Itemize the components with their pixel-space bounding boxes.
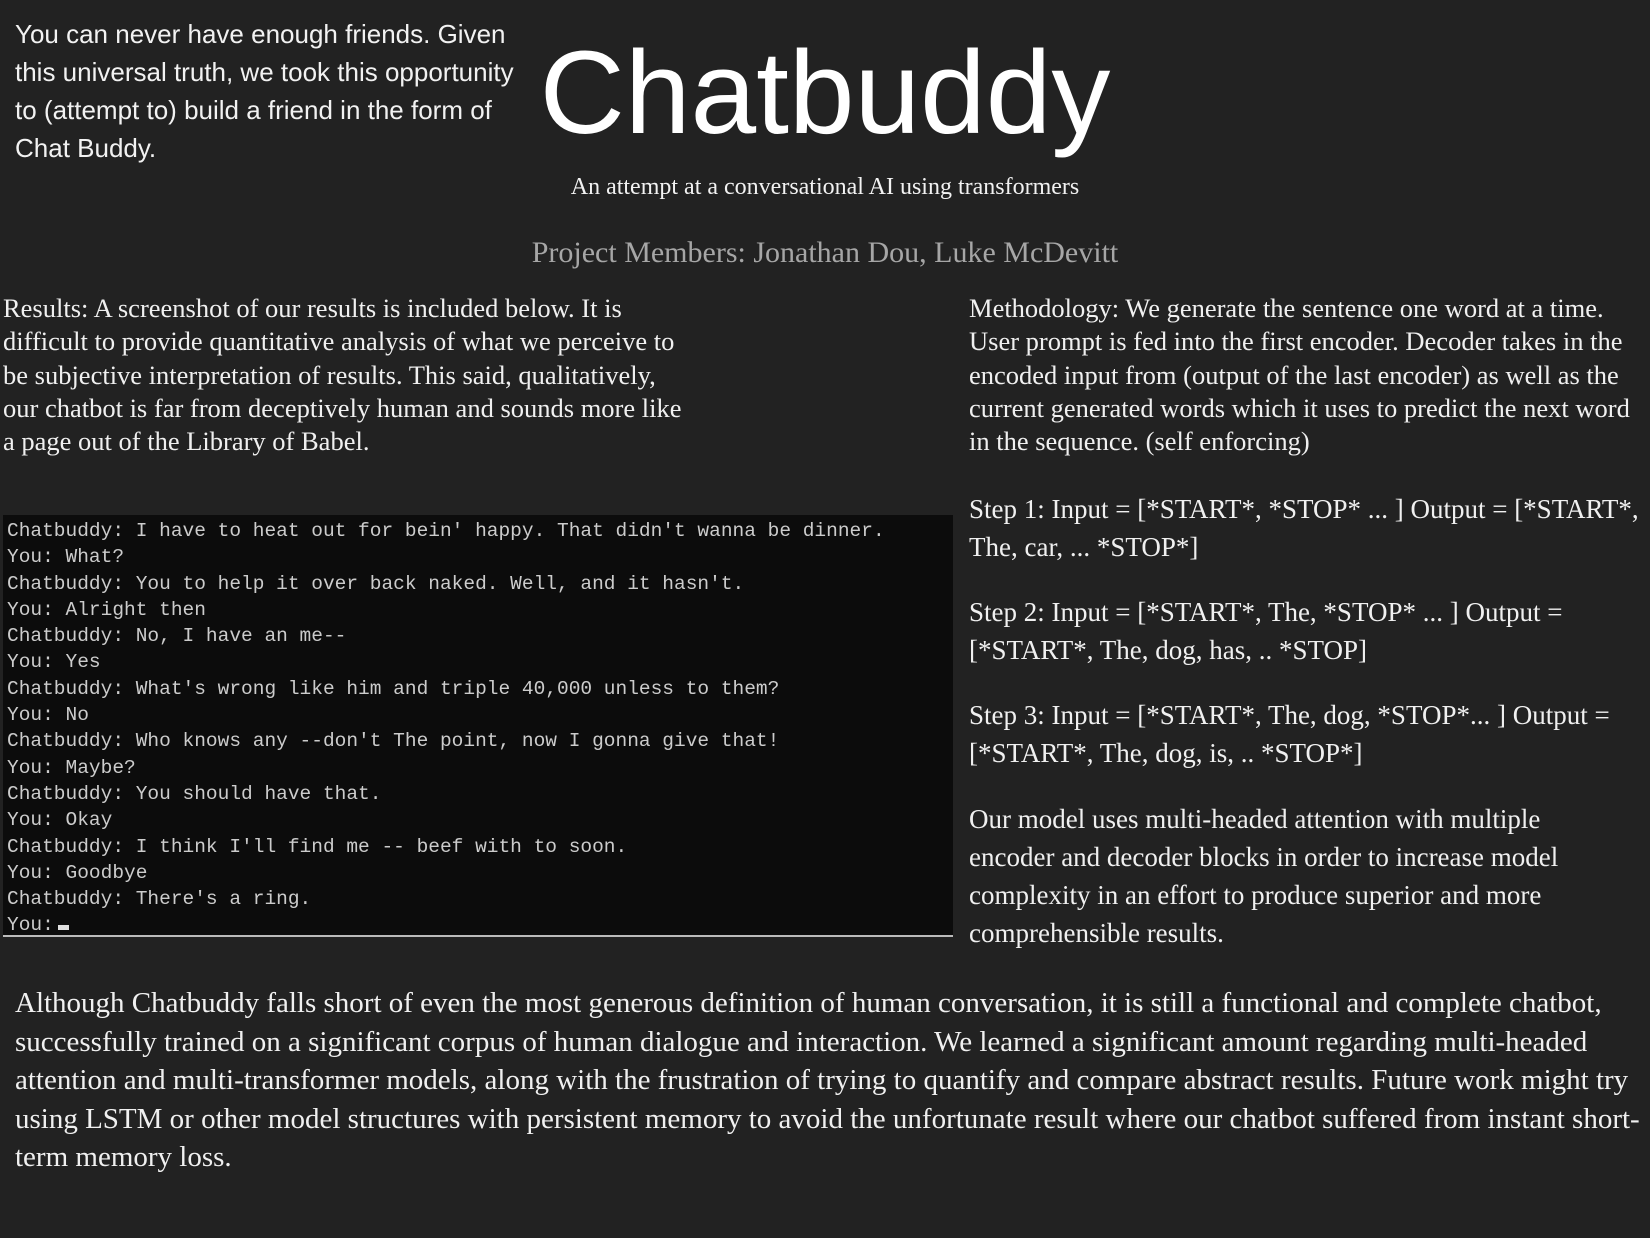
methodology-text: Methodology: We generate the sentence one word at a time. User prompt is fed into the first encoder. Decoder takes in the encoded input from (output of the last encoder) as well as the current generated words which it uses to predict the next word in the sequence. (self enforcing) <box>969 293 1630 457</box>
terminal-prompt-line <box>7 912 953 938</box>
terminal-screenshot <box>3 515 953 937</box>
terminal-prompt: You: <box>7 914 54 937</box>
terminal-line: You: Alright then <box>7 598 206 621</box>
terminal-line: You: Yes <box>7 651 101 674</box>
cursor-icon <box>58 925 69 930</box>
terminal-line: Chatbuddy: No, I have an me-- <box>7 625 347 648</box>
terminal-line: Chatbuddy: I think I'll find me -- beef with to soon. <box>7 835 628 858</box>
terminal-line: Chatbuddy: There's a ring. <box>7 888 312 911</box>
subtitle: An attempt at a conversational AI using transformers <box>570 174 1080 200</box>
terminal-line: You: Maybe? <box>7 756 136 779</box>
terminal-line: Chatbuddy: I have to heat out for bein' happy. That didn't wanna be dinner. <box>7 520 885 542</box>
terminal-line: You: What? <box>7 546 125 569</box>
terminal-line: Chatbuddy: What's wrong like him and triple 40,000 unless to them? <box>7 677 780 700</box>
terminal-line: Chatbuddy: You should have that. <box>7 782 382 805</box>
project-members: Project Members: Jonathan Dou, Luke McDevitt <box>531 236 1119 269</box>
terminal-line: You: No <box>7 704 89 727</box>
terminal-line: You: Okay <box>7 809 113 832</box>
terminal-line: Chatbuddy: You to help it over back naked. Well, and it hasn't. <box>7 572 745 595</box>
intro-text: You can never have enough friends. Given this universal truth, we took this opportunity to (attempt to) build a friend in the form of Chat Buddy. <box>15 19 514 163</box>
step-1: Step 1: Input = [*START*, *STOP* ... ] Output = [*START*, The, car, ... *STOP*] <box>969 494 1639 562</box>
model-description: Our model uses multi-headed attention with multiple encoder and decoder blocks in order to increase model complexity in an effort to produce superior and more comprehensible results. <box>969 804 1559 948</box>
step-2: Step 2: Input = [*START*, The, *STOP* ... ] Output = [*START*, The, dog, has, .. *STOP] <box>969 597 1563 665</box>
terminal-line: You: Goodbye <box>7 861 148 884</box>
terminal-line: Chatbuddy: Who knows any --don't The point, now I gonna give that! <box>7 730 780 753</box>
conclusion-text: Although Chatbuddy falls short of even the most generous definition of human conversation, it is still a functional and complete chatbot, successfully trained on a significant corpus of human dialogue and interaction. We learned a significant amount regarding multi-headed attention and multi-transformer models, along with the frustration of trying to quantify and compare abstract results. Future work might try using LSTM or other model structures with persistent memory to avoid the unfortunate result where our chatbot suffered from instant short-term memory loss. <box>15 987 1640 1174</box>
step-3: Step 3: Input = [*START*, The, dog, *STOP*... ] Output = [*START*, The, dog, is, .. *STOP*] <box>969 700 1610 768</box>
page-title: Chatbuddy <box>539 27 1111 159</box>
results-text: Results: A screenshot of our results is included below. It is difficult to provide quantitative analysis of what we perceive to be subjective interpretation of results. This said, qualitatively, our chatbot is far from deceptively human and sounds more like a page out of the Library of Babel. <box>3 293 682 457</box>
